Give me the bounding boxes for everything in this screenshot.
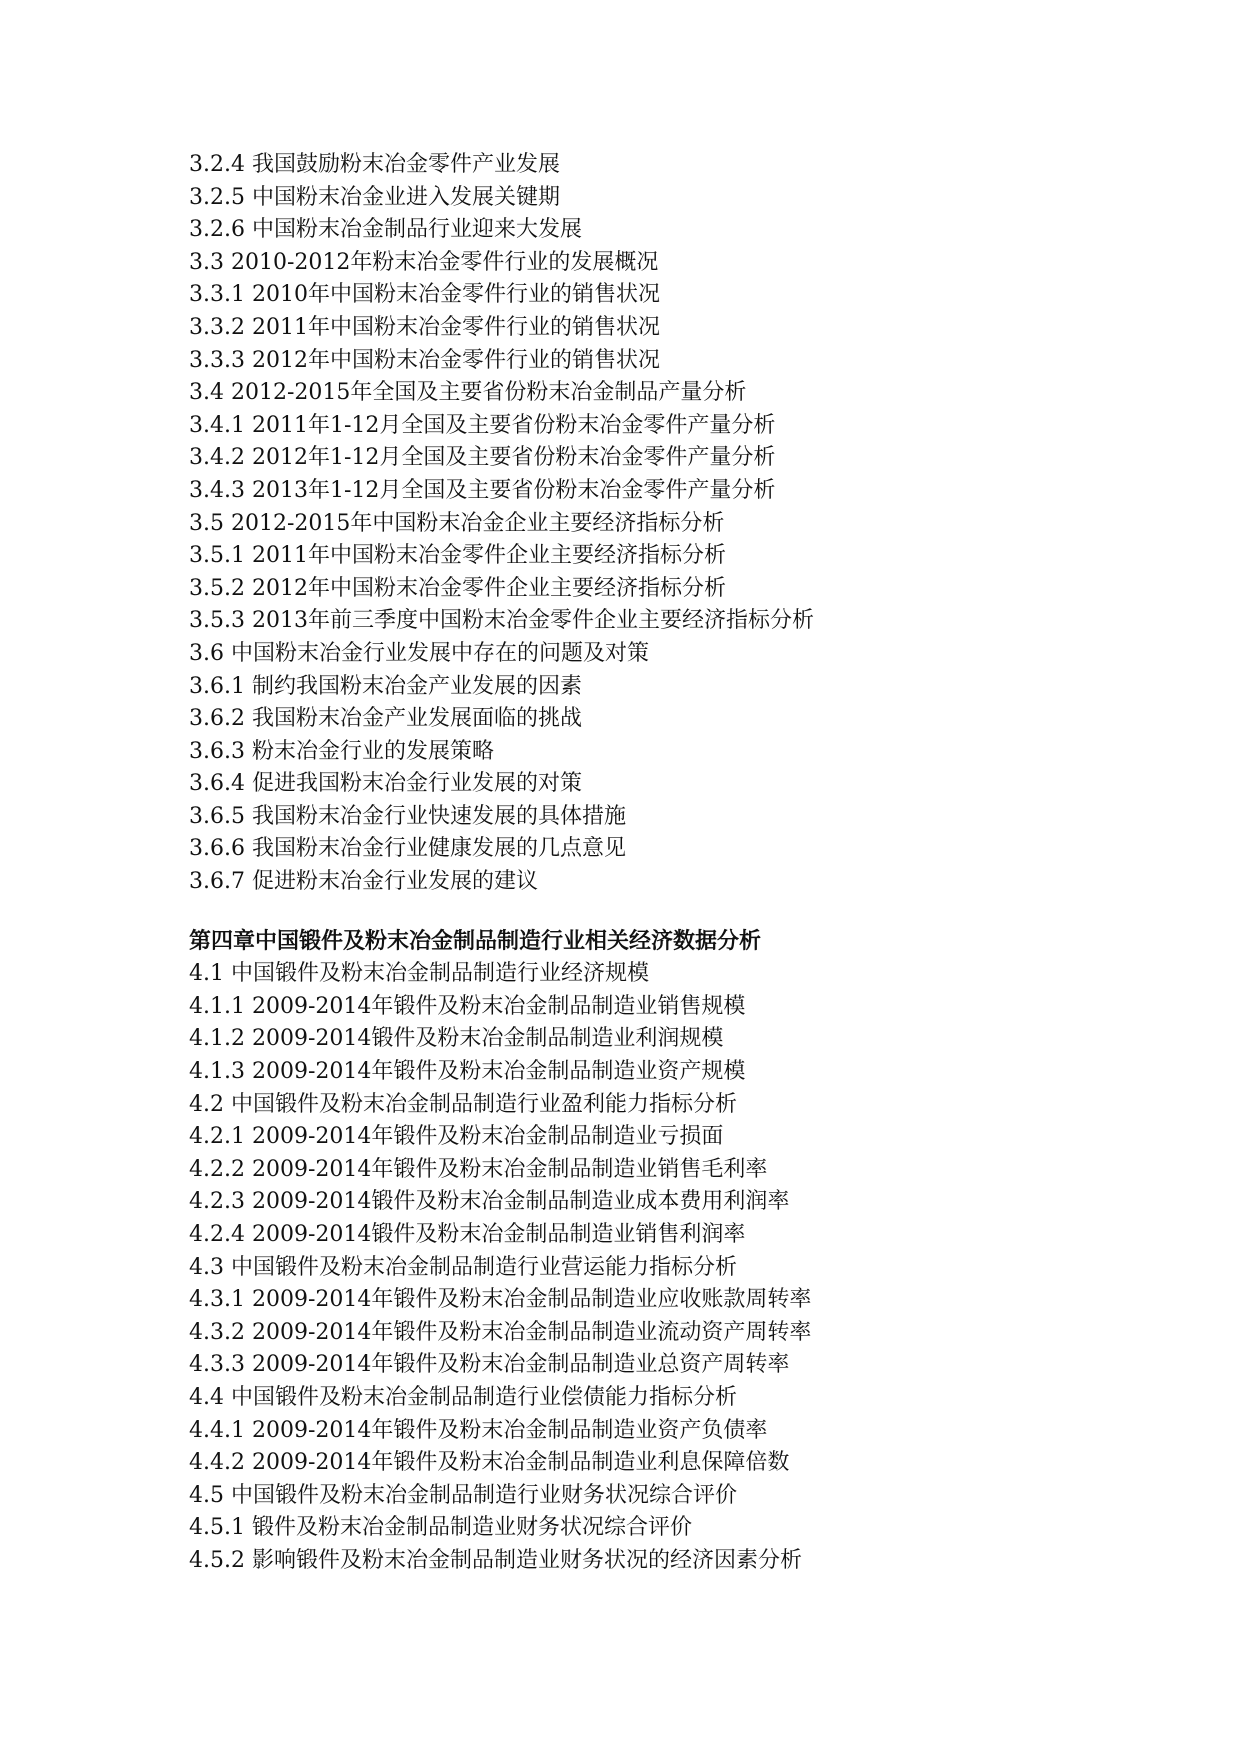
toc-entry: 4.3.1 2009-2014年锻件及粉末冶金制品制造业应收账款周转率 (189, 1287, 812, 1313)
toc-entry: 4.1 中国锻件及粉末冶金制品制造行业经济规模 (189, 961, 649, 987)
toc-entry: 3.6.5 我国粉末冶金行业快速发展的具体措施 (189, 803, 626, 829)
toc-entry: 3.6.4 促进我国粉末冶金行业发展的对策 (189, 771, 582, 797)
toc-entry: 4.5 中国锻件及粉末冶金制品制造行业财务状况综合评价 (189, 1482, 737, 1508)
toc-entry: 4.2.2 2009-2014年锻件及粉末冶金制品制造业销售毛利率 (189, 1156, 768, 1182)
toc-entry: 3.2.5 中国粉末冶金业进入发展关键期 (189, 184, 560, 210)
toc-entry: 3.3.2 2011年中国粉末冶金零件行业的销售状况 (189, 314, 660, 340)
section-gap (189, 899, 1189, 926)
section-3-list (189, 149, 1189, 899)
toc-entry: 3.5.1 2011年中国粉末冶金零件企业主要经济指标分析 (189, 543, 726, 569)
toc-entry: 4.5.1 锻件及粉末冶金制品制造业财务状况综合评价 (189, 1515, 692, 1541)
toc-entry: 4.2 中国锻件及粉末冶金制品制造行业盈利能力指标分析 (189, 1091, 737, 1117)
table-of-contents (189, 149, 1189, 1578)
toc-entry: 3.2.6 中国粉末冶金制品行业迎来大发展 (189, 217, 582, 243)
chapter-heading: 第四章中国锻件及粉末冶金制品制造行业相关经济数据分析 (189, 928, 762, 954)
toc-entry: 3.3.3 2012年中国粉末冶金零件行业的销售状况 (189, 347, 660, 373)
toc-entry: 4.2.4 2009-2014锻件及粉末冶金制品制造业销售利润率 (189, 1222, 746, 1247)
toc-entry: 4.4.1 2009-2014年锻件及粉末冶金制品制造业资产负债率 (189, 1417, 768, 1443)
toc-entry: 3.6.6 我国粉末冶金行业健康发展的几点意见 (189, 836, 626, 862)
toc-entry: 3.6.1 制约我国粉末冶金产业发展的因素 (189, 673, 582, 699)
toc-entry: 3.3.1 2010年中国粉末冶金零件行业的销售状况 (189, 282, 660, 308)
chapter-4-list (189, 926, 1189, 1578)
toc-entry: 3.6.2 我国粉末冶金产业发展面临的挑战 (189, 706, 582, 732)
toc-entry: 3.6.3 粉末冶金行业的发展策略 (189, 738, 494, 764)
toc-entry: 3.4.2 2012年1-12月全国及主要省份粉末冶金零件产量分析 (189, 445, 776, 471)
toc-entry: 3.5.3 2013年前三季度中国粉末冶金零件企业主要经济指标分析 (189, 608, 814, 634)
toc-entry: 3.4 2012-2015年全国及主要省份粉末冶金制品产量分析 (189, 380, 747, 406)
toc-entry: 4.4 中国锻件及粉末冶金制品制造行业偿债能力指标分析 (189, 1384, 737, 1410)
toc-entry: 4.3 中国锻件及粉末冶金制品制造行业营运能力指标分析 (189, 1254, 737, 1280)
toc-entry: 3.4.3 2013年1-12月全国及主要省份粉末冶金零件产量分析 (189, 477, 776, 503)
toc-entry: 4.1.3 2009-2014年锻件及粉末冶金制品制造业资产规模 (189, 1059, 746, 1085)
toc-entry: 3.6.7 促进粉末冶金行业发展的建议 (189, 869, 538, 895)
toc-entry: 3.5.2 2012年中国粉末冶金零件企业主要经济指标分析 (189, 575, 726, 601)
toc-entry: 3.4.1 2011年1-12月全国及主要省份粉末冶金零件产量分析 (189, 412, 776, 438)
toc-entry: 3.5 2012-2015年中国粉末冶金企业主要经济指标分析 (189, 510, 725, 536)
toc-entry: 3.2.4 我国鼓励粉末冶金零件产业发展 (189, 152, 560, 177)
toc-entry: 3.3 2010-2012年粉末冶金零件行业的发展概况 (189, 249, 659, 275)
toc-entry: 4.3.3 2009-2014年锻件及粉末冶金制品制造业总资产周转率 (189, 1352, 790, 1378)
toc-entry: 4.1.1 2009-2014年锻件及粉末冶金制品制造业销售规模 (189, 993, 746, 1019)
toc-entry: 4.2.3 2009-2014锻件及粉末冶金制品制造业成本费用利润率 (189, 1189, 790, 1215)
toc-entry: 3.6 中国粉末冶金行业发展中存在的问题及对策 (189, 640, 649, 666)
toc-entry: 4.3.2 2009-2014年锻件及粉末冶金制品制造业流动资产周转率 (189, 1319, 812, 1345)
toc-entry: 4.4.2 2009-2014年锻件及粉末冶金制品制造业利息保障倍数 (189, 1450, 790, 1476)
toc-entry: 4.5.2 影响锻件及粉末冶金制品制造业财务状况的经济因素分析 (189, 1547, 802, 1573)
toc-entry: 4.2.1 2009-2014年锻件及粉末冶金制品制造业亏损面 (189, 1124, 724, 1150)
toc-entry: 4.1.2 2009-2014锻件及粉末冶金制品制造业利润规模 (189, 1026, 724, 1052)
